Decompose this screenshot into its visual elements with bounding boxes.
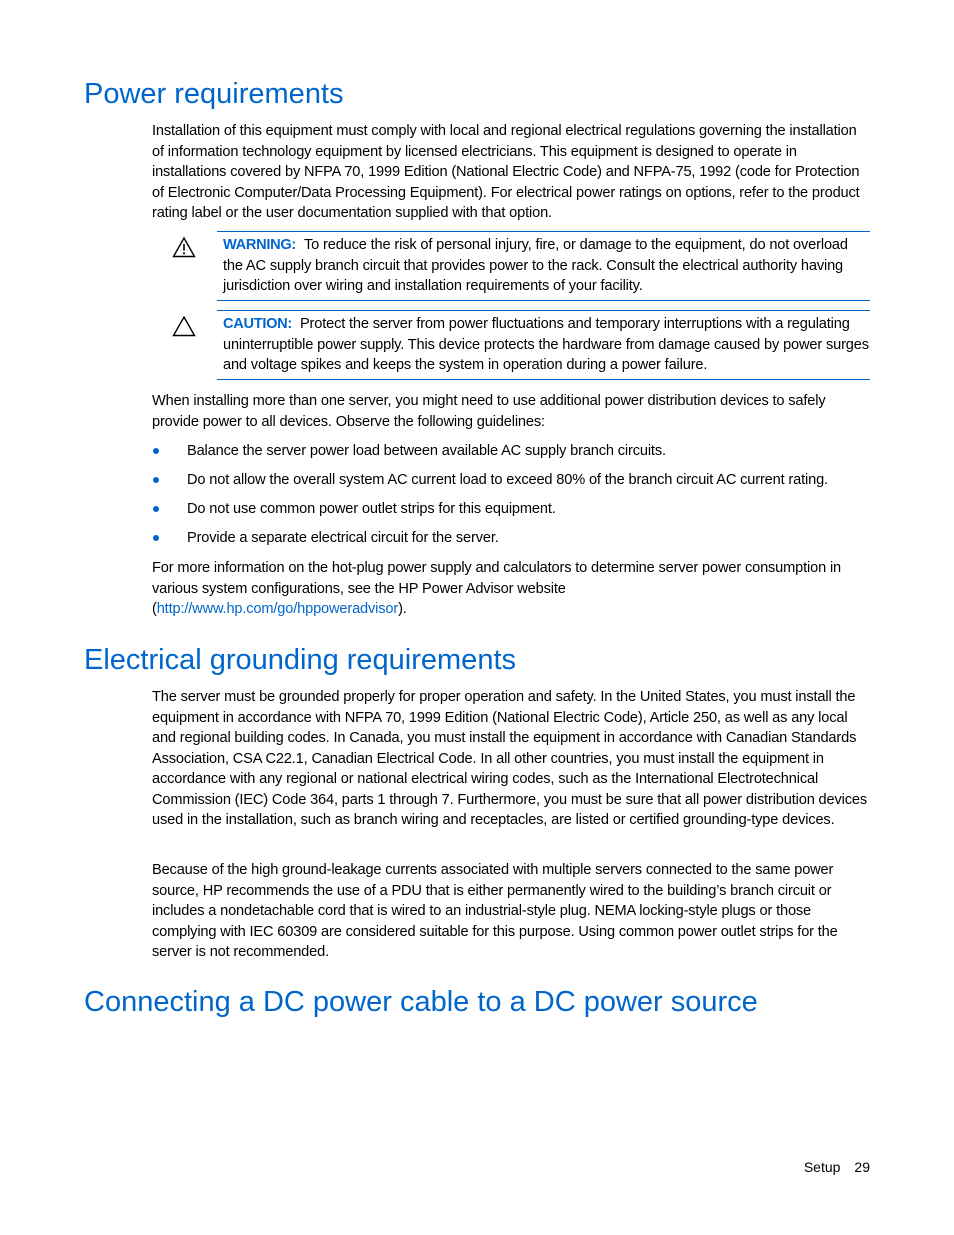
caution-notice — [217, 310, 870, 380]
caution-triangle-icon — [172, 315, 196, 337]
list-item — [152, 441, 872, 470]
guidelines-list — [152, 441, 872, 557]
hp-power-advisor-link[interactable]: http://www.hp.com/go/hppoweradvisor — [156, 601, 399, 617]
warning-notice-text — [223, 235, 870, 297]
warning-label: WARNING: — [223, 237, 296, 253]
bullet-dot-icon — [153, 477, 159, 483]
warning-triangle-icon — [172, 236, 196, 258]
heading-power-requirements: Power requirements — [84, 78, 344, 110]
footer-section-name: Setup — [803, 1159, 841, 1175]
more-info-text: For more information on the hot-plug power supply and calculators to determine server power consumption in various system configurations, see the HP Power Advisor website — [152, 560, 842, 597]
footer-page-number: 29 — [854, 1159, 870, 1175]
list-item-text: Provide a separate electrical circuit for the server. — [187, 530, 499, 546]
bullet-dot-icon — [153, 448, 159, 454]
heading-electrical-grounding: Electrical grounding requirements — [84, 644, 516, 676]
link-close-paren: ). — [398, 601, 407, 617]
guidelines-intro-paragraph: When installing more than one server, you might need to use additional power distribution devices to safely provide power to all devices. Observe the following guidelines: — [152, 393, 826, 430]
list-item-text: Do not allow the overall system AC current load to exceed 80% of the branch circuit AC current rating. — [187, 472, 828, 488]
caution-body: Protect the server from power fluctuations and temporary interruptions with a regulating uninterruptible power supply. This device protects the hardware from damage caused by power surges and voltage spikes and keeps the system in operation during a power failure. — [223, 316, 869, 373]
list-item — [152, 470, 872, 499]
heading-dc-power-cable: Connecting a DC power cable to a DC power source — [84, 986, 758, 1018]
grounding-paragraph-1: The server must be grounded properly for proper operation and safety. In the United States, you must install the equipment in accordance with NFPA 70, 1999 Edition (National Electric Code), Article 250, as well as any local and regional building codes. In Canada, you must install the equipment in accordance with Canadian Standards Association, CSA C22.1, Canadian Electrical Code. In all other countries, you must install the equipment in accordance with any regional or national electrical wiring codes, such as the International Electrotechnical Commission (IEC) Code 364, parts 1 through 7. Furthermore, you must be sure that all power distribution devices used in the installation, such as branch wiring and receptacles, are listed or certified grounding-type devices. — [152, 689, 867, 828]
bullet-dot-icon — [153, 506, 159, 512]
caution-label: CAUTION: — [223, 316, 292, 332]
power-intro-paragraph: Installation of this equipment must comply with local and regional electrical regulations governing the installation of information technology equipment by licensed electricians. This equipment is designed to operate in installations covered by NFPA 70, 1999 Edition (National Electric Code) and NFPA-75, 1992 (code for Protection of Electronic Computer/Data Processing Equipment). For electrical power ratings on options, refer to the product rating label or the user documentation supplied with that option. — [152, 123, 860, 221]
list-item — [152, 528, 872, 557]
list-item — [152, 499, 872, 528]
warning-notice — [217, 231, 870, 301]
list-item-text: Do not use common power outlet strips for this equipment. — [187, 501, 556, 517]
grounding-paragraph-2: Because of the high ground-leakage currents associated with multiple servers connected to the same power source, HP recommends the use of a PDU that is either permanently wired to the building’s branch circuit or includes a nondetachable cord that is wired to an industrial-style plug. NEMA locking-style plugs or those complying with IEC 60309 are considered suitable for this purpose. Using common power outlet strips for the server is not recommended. — [152, 862, 838, 960]
caution-notice-text — [223, 314, 870, 376]
more-info-paragraph — [152, 558, 872, 620]
page-footer — [804, 1157, 870, 1177]
bullet-dot-icon — [153, 535, 159, 541]
link-open-paren: ( — [152, 601, 157, 617]
list-item-text: Balance the server power load between available AC supply branch circuits. — [187, 443, 666, 459]
warning-body: To reduce the risk of personal injury, fire, or damage to the equipment, do not overload the AC supply branch circuit that provides power to the rack. Consult the electrical authority having jurisdiction over wiring and installation requirements of your facility. — [223, 237, 848, 294]
